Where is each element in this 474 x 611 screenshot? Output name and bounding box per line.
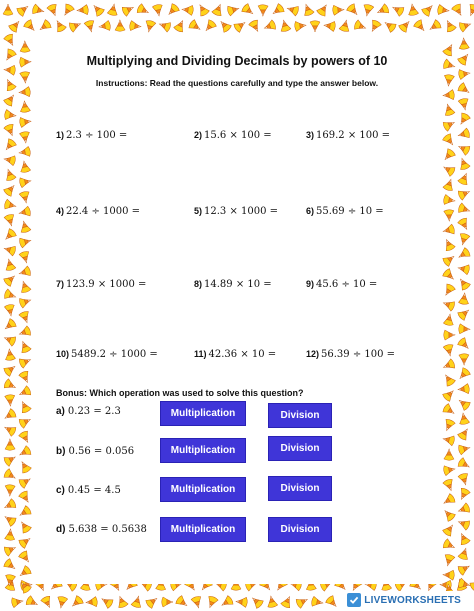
candy-corn-icon bbox=[442, 478, 455, 492]
instructions-text: Instructions: Read the questions carefully and type the answer below. bbox=[95, 78, 379, 88]
candy-corn-icon bbox=[18, 325, 32, 338]
candy-corn-icon bbox=[444, 209, 455, 221]
candy-corn-icon bbox=[98, 20, 111, 31]
candy-corn-icon bbox=[115, 20, 125, 31]
candy-corn-icon bbox=[3, 168, 16, 182]
candy-corn-icon bbox=[17, 579, 32, 594]
candy-corn-icon bbox=[19, 131, 30, 144]
candy-corn-icon bbox=[458, 547, 471, 561]
candy-corn-icon bbox=[68, 19, 82, 32]
candy-corn-icon bbox=[457, 172, 471, 186]
candy-corn-icon bbox=[458, 443, 471, 455]
candy-corn-icon bbox=[3, 289, 17, 302]
candy-corn-icon bbox=[375, 3, 389, 17]
candy-corn-icon bbox=[56, 596, 68, 609]
candy-corn-icon bbox=[442, 252, 457, 267]
candy-corn-icon bbox=[205, 595, 218, 609]
question-12: 12) 56.39 ÷ 100 = bbox=[306, 349, 396, 360]
question-5: 5) 12.3 × 1000 = bbox=[194, 206, 279, 217]
candy-corn-icon bbox=[5, 529, 16, 541]
question-7: 7) 123.9 × 1000 = bbox=[56, 279, 147, 290]
candy-corn-icon bbox=[19, 220, 31, 233]
candy-corn-icon bbox=[129, 20, 141, 31]
question-1: 1) 2.3 ÷ 100 = bbox=[56, 130, 128, 141]
bonus-question-b: b) 0.56 = 0.056 bbox=[56, 446, 135, 457]
candy-corn-icon bbox=[427, 19, 442, 34]
candy-corn-icon bbox=[368, 19, 382, 34]
candy-corn-icon bbox=[4, 574, 15, 587]
candy-corn-icon bbox=[362, 4, 374, 17]
candy-corn-icon bbox=[444, 449, 454, 460]
candy-corn-icon bbox=[456, 142, 471, 156]
candy-corn-icon bbox=[107, 3, 119, 16]
candy-corn-icon bbox=[443, 464, 456, 476]
bonus-a-division-button[interactable]: Division bbox=[268, 403, 332, 428]
candy-corn-icon bbox=[458, 98, 470, 111]
question-9: 9) 45.6 ÷ 10 = bbox=[306, 279, 378, 290]
candy-corn-icon bbox=[19, 236, 32, 249]
candy-corn-icon bbox=[457, 502, 471, 515]
candy-corn-icon bbox=[17, 445, 32, 459]
candy-corn-icon bbox=[69, 595, 84, 610]
candy-corn-icon bbox=[442, 358, 456, 372]
candy-corn-icon bbox=[442, 268, 457, 283]
candy-corn-icon bbox=[325, 595, 340, 610]
candy-corn-icon bbox=[457, 531, 471, 545]
candy-corn-icon bbox=[457, 306, 472, 321]
candy-corn-icon bbox=[443, 103, 456, 117]
candy-corn-icon bbox=[162, 597, 173, 607]
candy-corn-icon bbox=[382, 18, 397, 33]
candy-corn-icon bbox=[3, 378, 17, 392]
bonus-b-division-button[interactable]: Division bbox=[268, 436, 332, 461]
candy-corn-icon bbox=[457, 263, 470, 275]
candy-corn-icon bbox=[227, 4, 240, 17]
candy-corn-icon bbox=[3, 558, 18, 573]
candy-corn-icon bbox=[390, 3, 405, 17]
bonus-question-d: d) 5.638 = 0.5638 bbox=[56, 524, 147, 535]
candy-corn-icon bbox=[121, 3, 135, 17]
bonus-b-multiplication-button[interactable]: Multiplication bbox=[160, 438, 246, 463]
candy-corn-icon bbox=[20, 41, 30, 53]
candy-corn-icon bbox=[442, 387, 457, 402]
candy-corn-icon bbox=[18, 206, 31, 218]
candy-corn-icon bbox=[442, 118, 457, 132]
candy-corn-icon bbox=[458, 292, 469, 304]
candy-corn-icon bbox=[407, 3, 419, 16]
candy-corn-icon bbox=[3, 4, 13, 15]
candy-corn-icon bbox=[145, 594, 160, 609]
candy-corn-icon bbox=[202, 19, 217, 34]
candy-corn-icon bbox=[457, 426, 472, 441]
candy-corn-icon bbox=[11, 596, 24, 608]
candy-corn-icon bbox=[466, 3, 474, 17]
bonus-question-c: c) 0.45 = 4.5 bbox=[56, 485, 121, 496]
candy-corn-icon bbox=[3, 123, 16, 137]
candy-corn-icon bbox=[3, 154, 16, 166]
candy-corn-icon bbox=[4, 258, 16, 271]
question-2: 2) 15.6 × 100 = bbox=[194, 130, 272, 141]
question-10: 10) 5489.2 ÷ 1000 = bbox=[56, 349, 158, 360]
candy-corn-icon bbox=[248, 19, 262, 34]
candy-corn-icon bbox=[458, 324, 470, 335]
candy-corn-icon bbox=[413, 19, 428, 34]
candy-corn-icon bbox=[165, 3, 180, 18]
candy-corn-icon bbox=[18, 399, 32, 413]
candy-corn-icon bbox=[442, 434, 455, 446]
candy-corn-icon bbox=[249, 594, 264, 609]
candy-corn-icon bbox=[441, 372, 456, 387]
candy-corn-icon bbox=[459, 354, 469, 365]
checkmark-icon bbox=[349, 595, 359, 605]
candy-corn-icon bbox=[18, 415, 33, 429]
candy-corn-icon bbox=[18, 550, 33, 565]
bonus-c-division-button[interactable]: Division bbox=[268, 476, 332, 501]
candy-corn-icon bbox=[442, 522, 457, 537]
liveworksheets-brand-text: LIVEWORKSHEETS bbox=[364, 594, 461, 606]
candy-corn-icon bbox=[4, 348, 15, 360]
candy-corn-icon bbox=[457, 337, 472, 352]
candy-corn-icon bbox=[2, 138, 17, 153]
candy-corn-icon bbox=[469, 577, 474, 592]
candy-corn-icon bbox=[18, 490, 32, 505]
candy-corn-icon bbox=[173, 18, 187, 33]
candy-corn-icon bbox=[458, 384, 470, 395]
candy-corn-icon bbox=[270, 3, 285, 18]
candy-corn-icon bbox=[301, 3, 314, 17]
candy-corn-icon bbox=[442, 133, 457, 148]
candy-corn-icon bbox=[2, 423, 17, 437]
candy-corn-icon bbox=[457, 487, 471, 501]
question-11: 11) 42.36 × 10 = bbox=[194, 349, 277, 360]
candy-corn-icon bbox=[310, 21, 320, 32]
candy-corn-icon bbox=[443, 178, 456, 192]
candy-corn-icon bbox=[457, 157, 470, 171]
candy-corn-icon bbox=[457, 128, 471, 141]
candy-corn-icon bbox=[19, 101, 30, 113]
candy-corn-icon bbox=[443, 344, 455, 357]
candy-corn-icon bbox=[19, 251, 32, 265]
candy-corn-icon bbox=[266, 595, 278, 608]
candy-corn-icon bbox=[84, 20, 97, 33]
candy-corn-icon bbox=[18, 430, 32, 445]
candy-corn-icon bbox=[32, 4, 46, 17]
liveworksheets-footer bbox=[344, 591, 464, 609]
candy-corn-icon bbox=[457, 562, 472, 576]
candy-corn-icon bbox=[441, 493, 456, 507]
candy-corn-icon bbox=[19, 87, 31, 98]
candy-corn-icon bbox=[3, 543, 17, 557]
candy-corn-icon bbox=[456, 396, 471, 411]
candy-corn-icon bbox=[19, 191, 31, 204]
candy-corn-icon bbox=[398, 18, 413, 33]
candy-corn-icon bbox=[19, 160, 31, 173]
candy-corn-icon bbox=[311, 596, 324, 608]
candy-corn-icon bbox=[443, 18, 457, 33]
candy-corn-icon bbox=[18, 266, 32, 279]
candy-corn-icon bbox=[23, 19, 38, 34]
candy-corn-icon bbox=[2, 318, 17, 333]
candy-corn-icon bbox=[17, 519, 32, 534]
candy-corn-icon bbox=[441, 163, 456, 177]
candy-corn-icon bbox=[5, 394, 16, 406]
candy-corn-icon bbox=[286, 3, 300, 16]
candy-corn-icon bbox=[3, 362, 18, 377]
candy-corn-icon bbox=[3, 468, 18, 482]
candy-corn-icon bbox=[86, 597, 98, 608]
candy-corn-icon bbox=[90, 2, 105, 17]
candy-corn-icon bbox=[444, 330, 455, 340]
candy-corn-icon bbox=[458, 412, 470, 425]
candy-corn-icon bbox=[443, 90, 455, 101]
candy-corn-icon bbox=[332, 5, 344, 16]
question-6: 6) 55.69 ÷ 10 = bbox=[306, 206, 384, 217]
candy-corn-icon bbox=[459, 38, 470, 50]
candy-corn-icon bbox=[18, 355, 32, 369]
candy-corn-icon bbox=[19, 116, 31, 127]
candy-corn-icon bbox=[263, 19, 277, 32]
candy-corn-icon bbox=[456, 247, 471, 261]
candy-corn-icon bbox=[443, 570, 455, 581]
bonus-d-division-button[interactable]: Division bbox=[268, 517, 332, 542]
question-8: 8) 14.89 × 10 = bbox=[194, 279, 272, 290]
candy-corn-icon bbox=[437, 4, 449, 15]
candy-corn-icon bbox=[4, 109, 16, 120]
candy-corn-icon bbox=[441, 507, 456, 522]
candy-corn-icon bbox=[280, 594, 294, 608]
bonus-question-a: a) 0.23 = 2.3 bbox=[56, 406, 121, 417]
candy-corn-icon bbox=[131, 595, 144, 609]
candy-corn-icon bbox=[442, 418, 456, 432]
candy-corn-icon bbox=[441, 148, 456, 163]
candy-corn-icon bbox=[316, 2, 331, 17]
candy-corn-icon bbox=[442, 403, 457, 418]
candy-corn-icon bbox=[295, 595, 310, 609]
candy-corn-icon bbox=[4, 214, 17, 228]
candy-corn-icon bbox=[115, 595, 128, 609]
candy-corn-icon bbox=[4, 304, 16, 317]
candy-corn-icon bbox=[236, 596, 248, 607]
liveworksheets-logo-icon bbox=[347, 593, 361, 607]
candy-corn-icon bbox=[18, 340, 31, 354]
candy-corn-icon bbox=[442, 283, 456, 298]
candy-corn-icon bbox=[18, 459, 32, 474]
candy-corn-icon bbox=[258, 5, 268, 16]
candy-corn-icon bbox=[18, 534, 33, 549]
candy-corn-icon bbox=[457, 203, 471, 216]
candy-corn-icon bbox=[233, 18, 248, 33]
candy-corn-icon bbox=[18, 295, 32, 308]
candy-corn-icon bbox=[2, 408, 17, 423]
candy-corn-icon bbox=[211, 3, 224, 17]
question-4: 4) 22.4 ÷ 1000 = bbox=[56, 206, 141, 217]
question-3: 3) 169.2 × 100 = bbox=[306, 130, 391, 141]
candy-corn-icon bbox=[53, 18, 67, 33]
candy-corn-icon bbox=[3, 182, 18, 197]
candy-corn-icon bbox=[77, 5, 89, 16]
candy-corn-icon bbox=[3, 92, 18, 107]
candy-corn-icon bbox=[5, 439, 15, 450]
candy-corn-icon bbox=[136, 3, 151, 17]
candy-corn-icon bbox=[442, 538, 456, 552]
candy-corn-icon bbox=[421, 2, 436, 17]
candy-corn-icon bbox=[219, 595, 234, 609]
candy-corn-icon bbox=[2, 512, 17, 527]
candy-corn-icon bbox=[18, 370, 32, 384]
candy-corn-icon bbox=[3, 33, 17, 48]
candy-corn-icon bbox=[279, 19, 291, 32]
candy-corn-icon bbox=[18, 280, 31, 294]
candy-corn-icon bbox=[457, 217, 471, 232]
candy-corn-icon bbox=[339, 19, 351, 32]
candy-corn-icon bbox=[2, 498, 17, 512]
candy-corn-icon bbox=[443, 194, 456, 205]
candy-corn-icon bbox=[25, 595, 40, 609]
candy-corn-icon bbox=[323, 20, 335, 31]
candy-corn-icon bbox=[158, 19, 172, 32]
bonus-a-multiplication-button[interactable]: Multiplication bbox=[160, 401, 246, 426]
candy-corn-icon bbox=[182, 4, 194, 15]
candy-corn-icon bbox=[346, 3, 361, 18]
candy-corn-icon bbox=[175, 595, 190, 610]
candy-corn-icon bbox=[4, 199, 17, 211]
candy-corn-icon bbox=[46, 3, 59, 17]
candy-corn-icon bbox=[188, 19, 203, 34]
candy-corn-icon bbox=[294, 20, 306, 31]
candy-corn-icon bbox=[3, 333, 17, 346]
candy-corn-icon bbox=[456, 367, 471, 382]
candy-corn-icon bbox=[442, 224, 455, 236]
bonus-c-multiplication-button[interactable]: Multiplication bbox=[160, 477, 246, 502]
candy-corn-icon bbox=[99, 595, 114, 609]
candy-corn-icon bbox=[457, 517, 471, 530]
candy-corn-icon bbox=[456, 276, 471, 291]
candy-corn-icon bbox=[3, 453, 18, 467]
candy-corn-icon bbox=[458, 19, 472, 32]
candy-corn-icon bbox=[18, 475, 33, 489]
candy-corn-icon bbox=[17, 565, 32, 580]
candy-corn-icon bbox=[152, 4, 164, 17]
candy-corn-icon bbox=[61, 3, 75, 18]
candy-corn-icon bbox=[17, 505, 32, 520]
candy-corn-icon bbox=[451, 3, 465, 18]
candy-corn-icon bbox=[144, 20, 156, 33]
candy-corn-icon bbox=[3, 272, 18, 287]
candy-corn-icon bbox=[37, 19, 52, 34]
candy-corn-icon bbox=[458, 233, 471, 246]
candy-corn-icon bbox=[241, 3, 256, 18]
candy-corn-icon bbox=[353, 19, 367, 32]
candy-corn-icon bbox=[196, 2, 210, 17]
candy-corn-icon bbox=[457, 187, 471, 201]
candy-corn-icon bbox=[442, 237, 456, 251]
candy-corn-icon bbox=[40, 595, 54, 609]
candy-corn-icon bbox=[458, 473, 471, 487]
candy-corn-icon bbox=[19, 310, 32, 324]
worksheet-title: Multiplying and Dividing Decimals by powers of 10 bbox=[86, 54, 388, 68]
candy-corn-icon bbox=[17, 385, 31, 399]
candy-corn-icon bbox=[457, 457, 472, 471]
candy-corn-icon bbox=[442, 298, 456, 311]
candy-corn-icon bbox=[8, 18, 23, 33]
candy-corn-icon bbox=[16, 2, 31, 17]
candy-corn-icon bbox=[457, 112, 471, 127]
candy-corn-icon bbox=[443, 313, 455, 326]
candy-corn-icon bbox=[2, 228, 17, 243]
candy-corn-icon bbox=[5, 485, 15, 497]
bonus-d-multiplication-button[interactable]: Multiplication bbox=[160, 517, 246, 542]
candy-corn-icon bbox=[18, 146, 31, 158]
candy-corn-icon bbox=[443, 554, 455, 567]
candy-corn-icon bbox=[217, 18, 232, 33]
bonus-title: Bonus: Which operation was used to solve this question? bbox=[56, 388, 304, 398]
candy-corn-icon bbox=[19, 176, 32, 188]
candy-corn-icon bbox=[3, 244, 17, 257]
candy-corn-icon bbox=[191, 596, 204, 610]
